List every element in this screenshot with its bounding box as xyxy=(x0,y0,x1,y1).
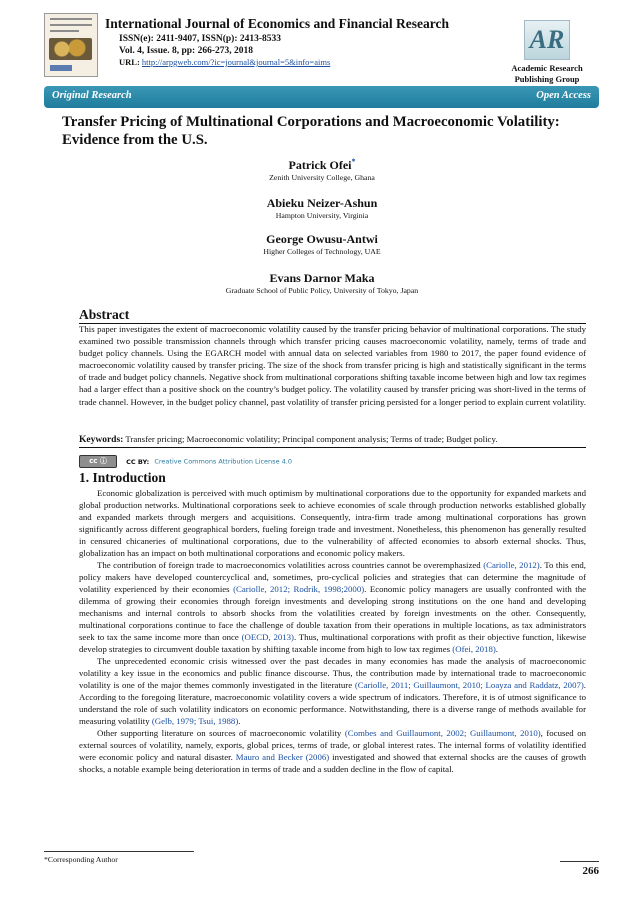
journal-title: International Journal of Economics and Financial Research xyxy=(105,16,450,31)
page-number: 266 xyxy=(582,865,599,877)
page-number-rule xyxy=(560,861,599,862)
author-affiliation: Hampton University, Virginia xyxy=(275,211,369,220)
publisher-logo-icon: AR xyxy=(524,20,570,60)
author-name: George Owusu-Antwi xyxy=(266,232,378,246)
citation-link[interactable]: (Cariolle, 2012) xyxy=(483,560,540,570)
citation-link[interactable]: (Combes and Guillaumont, 2002; Guillaumont, 2010) xyxy=(344,728,541,738)
creative-commons-icon: cc ⓘ xyxy=(79,455,117,468)
journal-volume: Vol. 4, Issue. 8, pp: 266-273, 2018 xyxy=(119,45,253,56)
paragraph: The unprecedented economic crisis witnessed over the past decades in many economies has made the analysis of macroeconomic volatility a key issue in the economics and public finance discourse. Thus, the contribution made by international trade to macroeconomic volatility is one of the major themes commonly investigated in the literature (Cariolle, 2011; Guillaumont, 2010; Loayza and Raddatz, 2007). According to the foregoing literature, macroeconomic volatility covers a wide spectrum of indicators. Therefore, it is of utmost significance to understand the role of such volatility indicators on economic performance. Notwithstanding, there is a diverse range of methods available for measuring volatility (Gelb, 1979; Tsui, 1988). xyxy=(79,656,586,726)
article-type-banner xyxy=(44,86,599,108)
journal-url-line xyxy=(105,57,449,68)
journal-info xyxy=(105,16,449,68)
author-name: Patrick Ofei* xyxy=(288,157,356,172)
paper-title: Transfer Pricing of Multinational Corporations and Macroeconomic Volatility: Evidence from the U.S. xyxy=(62,114,560,148)
introduction-body xyxy=(79,487,586,775)
author-affiliation: Higher Colleges of Technology, UAE xyxy=(263,247,381,256)
citation-link[interactable]: (OECD, 2013) xyxy=(241,632,294,642)
abstract-bottom-rule xyxy=(79,447,586,448)
banner-article-type: Original Research xyxy=(52,90,132,101)
author-affiliation: Zenith University College, Ghana xyxy=(269,173,375,182)
paragraph: The contribution of foreign trade to macroeconomics volatilities across countries cannot be overemphasized (Cariolle, 2012). To this end, policy makers have developed countercyclical and, sometimes, pro-cyclical policies and strategies that can determine the magnitude of volatility experienced by their economies (Cariolle, 2012; Rodrik, 1998;2000). Economic policy managers are usually confronted with the dilemma of growing their economies through foreign investments and developing strong institutions on the one hand and developing mechanisms and internal controls to absorb shocks from the volatilities created by foreign investments on the other. Consequently, multinational corporations continue to face the challenge of double taxation from their operations in multiple locations, as tax administrators seek to tax the same income more than once (OECD, 2013). Thus, multinational corporations with profit as their objective function, likewise develop strategies to circumvent double taxation by shifting taxable income from high to low tax regimes (Ofei, 2018). xyxy=(79,560,587,654)
journal-cover-thumbnail xyxy=(44,13,98,77)
corresponding-mark: * xyxy=(351,157,356,166)
abstract-text: This paper investigates the extent of macroeconomic volatility caused by the transfer pricing behavior of multinational corporations. The study examined two possible transmission channels through which transfer pricing causes macroeconomic volatility, namely, terms of trade and budget policy channels. Using the EGARCH model with annual data on selected variables from 1980 to 2017, the paper found evidence of macroeconomic volatility caused by transfer pricing. The size of the shock from transfer pricing is high and statistically significant in the terms of trade and budget policy channels. Negative shock from multinational corporations shifting taxable income between high and low tax regimes had a larger effect than a positive shock on the country’s budget policy. The volatility caused by transfer pricing was short-lived in the terms of trade channel. However, in the budget policy channel, past volatility of transfer pricing persisted for a longer period to explain current volatility. xyxy=(79,324,586,407)
paragraph: Other supporting literature on sources of macroeconomic volatility (Combes and Guillaumont, 2002; Guillaumont, 2010), focused on external sources of volatility, namely, exports, global prices, terms of trade, or global interest rates. The internal forms of volatility identified were economic policy and natural disaster. Mauro and Becker (2006) investigated and showed that external shocks are the causes of growth shocks, a notable example being deterioration in terms of trade and a sudden decline in the flow of capital. xyxy=(79,728,586,774)
citation-link[interactable]: (Cariolle, 2011; Guillaumont, 2010; Loayza and Raddatz, 2007) xyxy=(354,680,584,690)
section-heading: 1. Introduction xyxy=(79,470,166,485)
license-link[interactable]: Creative Commons Attribution License 4.0 xyxy=(154,457,292,466)
publisher-block xyxy=(495,20,599,84)
journal-header xyxy=(0,0,638,84)
keywords-line xyxy=(79,433,586,446)
citation-link[interactable]: (Gelb, 1979; Tsui, 1988) xyxy=(151,716,239,726)
journal-url-link[interactable]: http://arpgweb.com/?ic=journal&journal=5&info=aims xyxy=(141,57,331,67)
abstract-heading: Abstract xyxy=(79,307,130,322)
author-block xyxy=(62,271,582,296)
citation-link[interactable]: (Cariolle, 2012; Rodrik, 1998;2000) xyxy=(233,584,365,594)
author-block xyxy=(62,155,582,183)
citation-link[interactable]: (Ofei, 2018) xyxy=(452,644,496,654)
author-block xyxy=(62,232,582,257)
author-block xyxy=(62,196,582,221)
author-name: Evans Darnor Maka xyxy=(269,271,375,285)
author-name: Abieku Neizer-Ashun xyxy=(266,196,378,210)
license-line xyxy=(79,451,292,466)
corresponding-author-note: *Corresponding Author xyxy=(44,855,118,864)
keywords-label: Keywords: xyxy=(79,435,124,445)
keywords-text: Transfer pricing; Macroeconomic volatility; Principal component analysis; Terms of trade; Budget policy. xyxy=(125,434,498,444)
publisher-name: Academic Research Publishing Group xyxy=(511,63,583,84)
banner-access-type: Open Access xyxy=(536,90,591,101)
license-label: CC BY: xyxy=(126,457,150,466)
journal-issn: ISSN(e): 2411-9407, ISSN(p): 2413-8533 xyxy=(119,34,282,44)
author-affiliation: Graduate School of Public Policy, University of Tokyo, Japan xyxy=(225,286,419,295)
coins-image xyxy=(49,38,92,60)
citation-link[interactable]: Mauro and Becker (2006) xyxy=(235,752,330,762)
footnote-rule xyxy=(44,851,194,852)
url-label: URL: xyxy=(119,57,140,67)
paragraph: Economic globalization is perceived with much optimism by multinational corporations due to the opportunity for expanded markets and global production networks. Multinational corporations seek to achieve economies of scale through production networks established globally and expanded markets through mergers and acquisitions. Consequently, intra-firm trade among multinational corporations has grown significantly across different geographical borders, fueling foreign trade and investment. Nonetheless, this phenomenon has generally resulted in censured chicaneries of multinational corporations, due to the vulnerability of affected economies to absorb external shocks. Thus, globalization has an impact on both multinational corporations and economic policy makers. xyxy=(79,488,586,558)
